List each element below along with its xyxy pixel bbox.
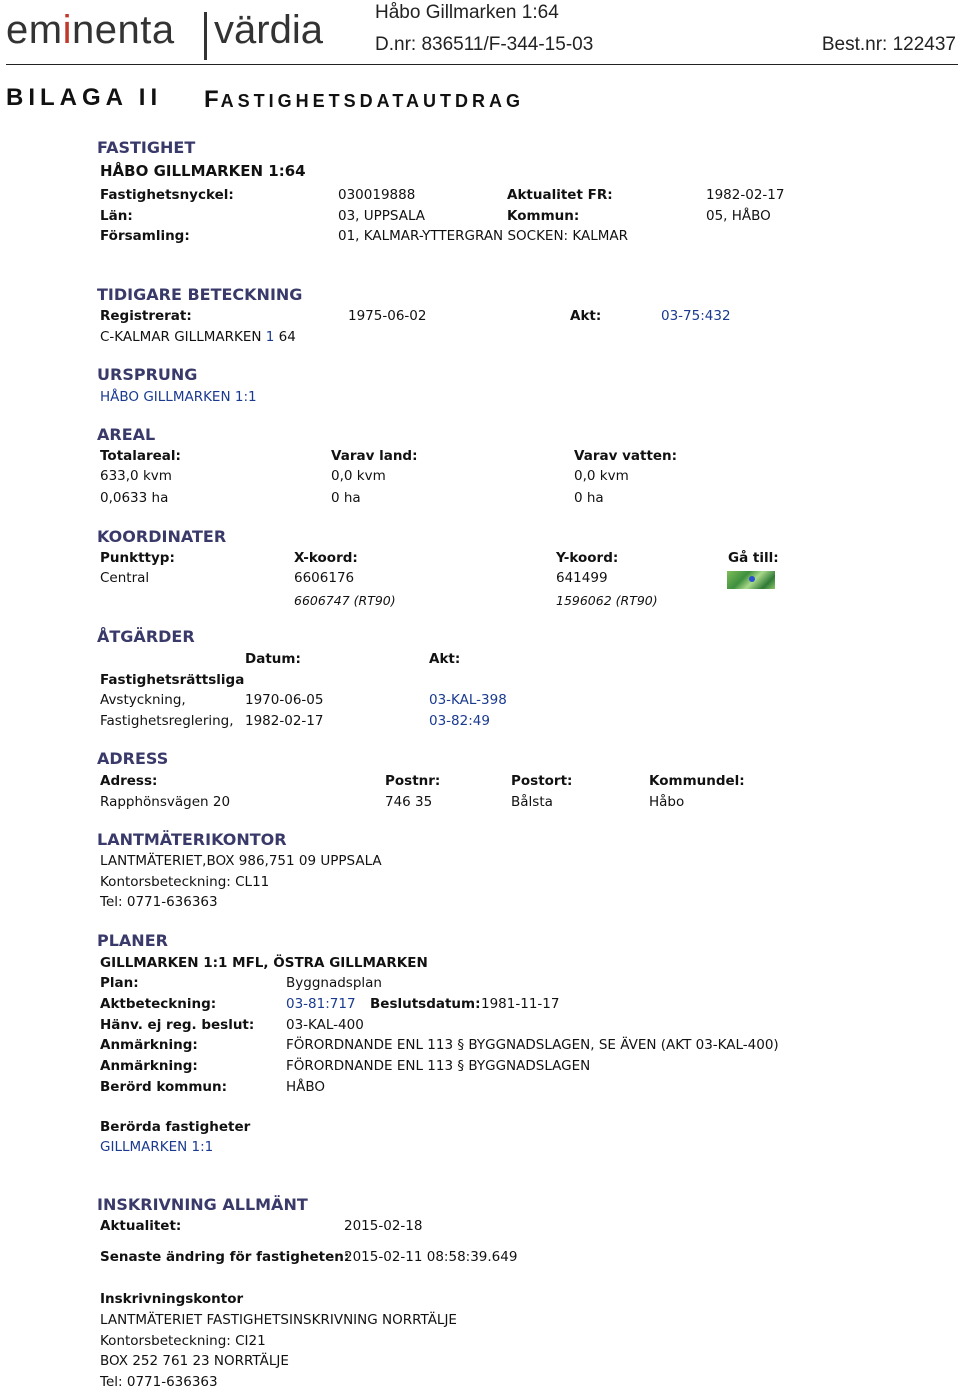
logo-text-i: i: [62, 8, 72, 52]
inskrivning-aktualitet-value: 2015-02-18: [344, 1218, 423, 1234]
y-koord-rt90: 1596062 (RT90): [556, 593, 658, 608]
berord-kommun-value: HÅBO: [286, 1079, 326, 1095]
section-adress: ADRESS: [97, 749, 169, 768]
tidigare-beteckning-value: [100, 329, 296, 345]
section-planer: PLANER: [97, 931, 168, 950]
section-tidigare-beteckning: TIDIGARE BETECKNING: [97, 285, 303, 304]
inskrivningskontor-label: Inskrivningskontor: [100, 1291, 244, 1307]
adress-value: Rapphönsvägen 20: [100, 794, 231, 810]
ursprung-link[interactable]: HÅBO GILLMARKEN 1:1: [100, 389, 257, 405]
registrerat-value: 1975-06-02: [348, 308, 427, 324]
totalareal-kvm: 633,0 kvm: [100, 468, 172, 484]
atgarder-akt-label: Akt:: [429, 651, 461, 667]
lan-value: 03, UPPSALA: [338, 208, 426, 224]
logo-text-rest: nenta: [71, 8, 175, 52]
vatten-ha: 0 ha: [574, 490, 604, 506]
section-inskrivning: INSKRIVNING ALLMÄNT: [97, 1195, 308, 1214]
property-name: HÅBO GILLMARKEN 1:64: [100, 162, 306, 180]
varav-vatten-label: Varav vatten:: [574, 448, 678, 464]
property-title: Håbo Gillmarken 1:64: [375, 2, 559, 23]
lan-label: Län:: [100, 208, 133, 224]
logo-text: em: [6, 8, 63, 52]
plan-label: Plan:: [100, 975, 139, 991]
adress-label: Adress:: [100, 773, 158, 789]
hanv-value: 03-KAL-400: [286, 1017, 364, 1033]
anmarkning-label: Anmärkning:: [100, 1037, 198, 1053]
forsamling-value: 01, KALMAR-YTTERGRAN SOCKEN: KALMAR: [338, 228, 629, 244]
postort-label: Postort:: [511, 773, 573, 789]
map-marker-icon: [749, 576, 755, 582]
tidigare-beteckning-suffix: 64: [274, 329, 296, 345]
postort-value: Bålsta: [511, 794, 553, 810]
inskrivningskontor-tel: Tel: 0771-636363: [100, 1374, 218, 1390]
section-koordinater: KOORDINATER: [97, 527, 227, 546]
inskrivningskontor-name: LANTMÄTERIET FASTIGHETSINSKRIVNING NORRTÄLJE: [100, 1312, 457, 1328]
tidigare-akt-label: Akt:: [570, 308, 602, 324]
fastighetsnyckel-value: 030019888: [338, 187, 416, 203]
senaste-andring-label: Senaste ändring för fastigheten:: [100, 1249, 350, 1265]
tidigare-akt-link[interactable]: 03-75:432: [661, 308, 731, 324]
senaste-andring-value: 2015-02-11 08:58:39.649: [344, 1249, 518, 1265]
bilaga-title: BILAGA II: [6, 84, 163, 111]
bestnr: Best.nr: 122437: [821, 34, 956, 55]
aktbeteckning-label: Aktbeteckning:: [100, 996, 217, 1012]
postnr-value: 746 35: [385, 794, 433, 810]
section-atgarder: ÅTGÄRDER: [97, 627, 195, 646]
tidigare-beteckning-prefix: C-KALMAR GILLMARKEN: [100, 329, 266, 345]
hanv-label: Hänv. ej reg. beslut:: [100, 1017, 255, 1033]
berord-kommun-label: Berörd kommun:: [100, 1079, 228, 1095]
atgard-row-akt-link[interactable]: 03-KAL-398: [429, 692, 507, 708]
punkttyp-label: Punkttyp:: [100, 550, 175, 566]
postnr-label: Postnr:: [385, 773, 441, 789]
lantmateri-tel: Tel: 0771-636363: [100, 894, 218, 910]
document-title: [204, 86, 524, 114]
logo-divider: [204, 12, 207, 60]
berorda-fastigheter-label: Berörda fastigheter: [100, 1119, 251, 1135]
totalareal-label: Totalareal:: [100, 448, 181, 464]
atgard-row-akt-link[interactable]: 03-82:49: [429, 713, 490, 729]
anmarkning-value: FÖRORDNANDE ENL 113 § BYGGNADSLAGEN: [286, 1058, 591, 1074]
anmarkning-label: Anmärkning:: [100, 1058, 198, 1074]
land-ha: 0 ha: [331, 490, 361, 506]
forsamling-label: Församling:: [100, 228, 190, 244]
section-ursprung: URSPRUNG: [97, 365, 198, 384]
punkttyp-value: Central: [100, 570, 150, 586]
vatten-kvm: 0,0 kvm: [574, 468, 629, 484]
x-koord-rt90: 6606747 (RT90): [294, 593, 396, 608]
ga-till-label: Gå till:: [728, 550, 779, 566]
atgard-row-date: 1970-06-05: [245, 692, 324, 708]
aktualitet-label: Aktualitet FR:: [507, 187, 613, 203]
atgard-row-name: Avstyckning,: [100, 692, 186, 708]
y-koord-value: 641499: [556, 570, 608, 586]
kommundel-value: Håbo: [649, 794, 685, 810]
plan-title: GILLMARKEN 1:1 MFL, ÖSTRA GILLMARKEN: [100, 955, 428, 971]
section-lantmaterikontor: LANTMÄTERIKONTOR: [97, 830, 287, 849]
atgarder-group-label: Fastighetsrättsliga: [100, 672, 245, 688]
map-thumbnail-icon[interactable]: [727, 571, 775, 589]
inskrivningskontor-beteckning: Kontorsbeteckning: CI21: [100, 1333, 266, 1349]
eminenta-logo: [6, 8, 175, 53]
x-koord-value: 6606176: [294, 570, 355, 586]
anmarkning-value: FÖRORDNANDE ENL 113 § BYGGNADSLAGEN, SE ÄVEN (AKT 03-KAL-400): [286, 1037, 779, 1053]
section-areal: AREAL: [97, 425, 156, 444]
kommundel-label: Kommundel:: [649, 773, 745, 789]
berorda-fastigheter-link[interactable]: GILLMARKEN 1:1: [100, 1139, 214, 1155]
land-kvm: 0,0 kvm: [331, 468, 386, 484]
lantmateri-address: LANTMÄTERIET,BOX 986,751 09 UPPSALA: [100, 853, 382, 869]
document-title-initial: F: [204, 86, 221, 113]
inskrivning-aktualitet-label: Aktualitet:: [100, 1218, 182, 1234]
beslutsdatum-value: 1981-11-17: [481, 996, 560, 1012]
x-koord-label: X-koord:: [294, 550, 358, 566]
beslutsdatum-label: Beslutsdatum:: [370, 996, 481, 1012]
aktbeteckning-link[interactable]: 03-81:717: [286, 996, 356, 1012]
lantmateri-kontorsbeteckning: Kontorsbeteckning: CL11: [100, 874, 270, 890]
registrerat-label: Registrerat:: [100, 308, 192, 324]
section-fastighet: FASTIGHET: [97, 138, 196, 157]
inskrivningskontor-address: BOX 252 761 23 NORRTÄLJE: [100, 1353, 289, 1369]
header-divider: [6, 64, 958, 65]
tidigare-beteckning-number: 1: [265, 329, 275, 345]
atgard-row-name: Fastighetsreglering,: [100, 713, 234, 729]
varav-land-label: Varav land:: [331, 448, 418, 464]
atgard-row-date: 1982-02-17: [245, 713, 324, 729]
fastighetsnyckel-label: Fastighetsnyckel:: [100, 187, 234, 203]
y-koord-label: Y-koord:: [556, 550, 619, 566]
document-title-rest: ASTIGHETSDATAUTDRAG: [220, 91, 524, 111]
plan-value: Byggnadsplan: [286, 975, 382, 991]
atgarder-datum-label: Datum:: [245, 651, 301, 667]
aktualitet-value: 1982-02-17: [706, 187, 785, 203]
kommun-label: Kommun:: [507, 208, 580, 224]
totalareal-ha: 0,0633 ha: [100, 490, 169, 506]
vardia-logo: värdia: [214, 8, 323, 52]
dnr: D.nr: 836511/F-344-15-03: [375, 34, 594, 55]
kommun-value: 05, HÅBO: [706, 208, 771, 224]
